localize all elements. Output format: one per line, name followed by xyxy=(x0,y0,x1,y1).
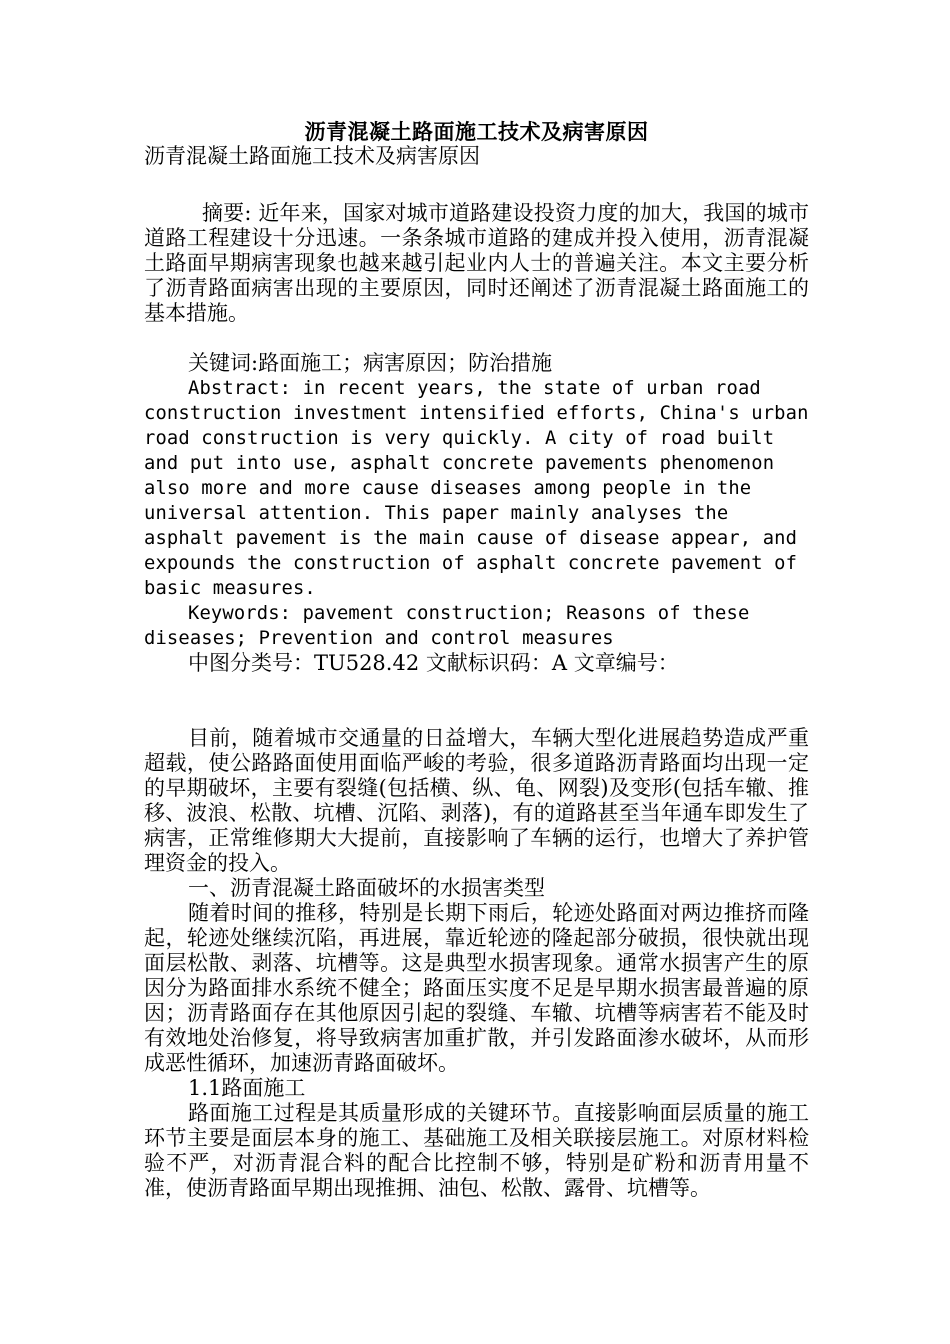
section-1-1-heading: 1.1路面施工 xyxy=(188,1076,306,1100)
document-subtitle: 沥青混凝土路面施工技术及病害原因 xyxy=(144,144,480,168)
section-1-paragraph: 随着时间的推移，特别是长期下雨后，轮迹处路面对两边推挤而隆起，轮迹处继续沉陷，再进展，靠近轮迹的隆起部分破损，很快就出现面层松散、剥落、坑槽等。这是典型水损害现象。通常水损害产生的原因分为路面排水系统不健全；路面压实度不足是早期水损害最普遍的原因；沥青路面存在其他原因引起的裂缝、车辙、坑槽等病害若不能及时有效地处治修复，将导致病害加重扩散，并引发路面渗水破坏，从而形成恶性循环，加速沥青路面破坏。 xyxy=(144,901,809,1075)
document-title: 沥青混凝土路面施工技术及病害原因 xyxy=(304,119,649,144)
keywords-cn: 关键词:路面施工；病害原因；防治措施 xyxy=(188,351,553,375)
section-1-1-paragraph: 路面施工过程是其质量形成的关键环节。直接影响面层质量的施工环节主要是面层本身的施工、基础施工及相关联接层施工。对原材料检验不严，对沥青混合料的配合比控制不够，特别是矿粉和沥青用量不准，使沥青路面早期出现推拥、油包、松散、露骨、坑槽等。 xyxy=(144,1101,809,1200)
keywords-en: Keywords: pavement construction; Reasons of these diseases; Prevention and control measures xyxy=(144,603,750,649)
intro-paragraph: 目前，随着城市交通量的日益增大，车辆大型化进展趋势造成严重超载，使公路路面使用面临严峻的考验，很多道路沥青路面均出现一定的早期破坏，主要有裂缝(包括横、纵、龟、网裂)及变形(包括车辙、推移、波浪、松散、坑槽、沉陷、剥落)，有的道路甚至当年通车即发生了病害，正常维修期大大提前，直接影响了车辆的运行，也增大了养护管理资金的投入。 xyxy=(144,726,809,875)
abstract-en: Abstract: in recent years, the state of urban road construction investment intensified efforts, China's urban road construction is very quickly. A city of road built and put into use, asphalt concrete pavements phenomenon also more and more cause diseases among people in the universal attention. This paper mainly analyses the asphalt pavement is the main cause of disease appear, and expounds the construction of asphalt concrete pavement of basic measures. xyxy=(144,378,809,599)
abstract-cn: 摘要: 近年来，国家对城市道路建设投资力度的加大，我国的城市道路工程建设十分迅速。一条条城市道路的建成并投入使用，沥青混凝土路面早期病害现象也越来越引起业内人士的普遍关注。本文主要分析了沥青路面病害出现的主要原因，同时还阐述了沥青混凝土路面施工的基本措施。 xyxy=(144,201,809,325)
section-1-heading: 一、沥青混凝土路面破坏的水损害类型 xyxy=(188,876,545,900)
document-body xyxy=(144,119,809,1201)
classification-line: 中图分类号：TU528.42 文献标识码：A 文章编号： xyxy=(188,651,679,675)
